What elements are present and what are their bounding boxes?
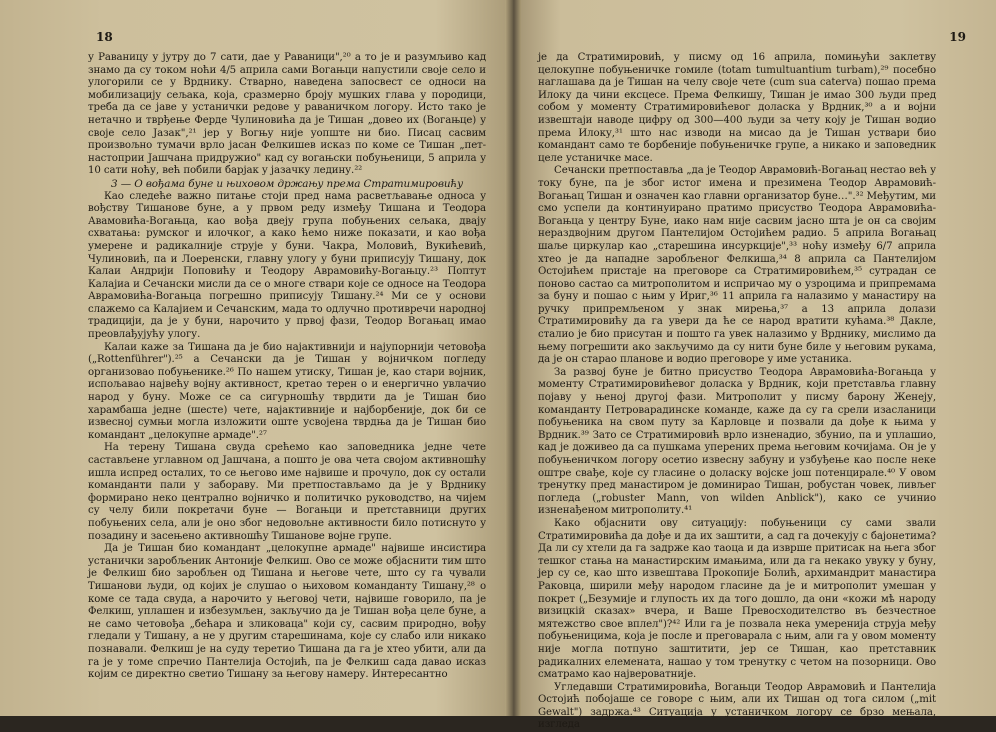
section-heading: 3 — О вођама буне и њиховом држању према Стратимировићу	[111, 177, 463, 190]
paragraph: је да Стратимировић, у писму од 16 априла, помињући заклетву целокупне побуњеничке гомиле (totam tumultuantium turbam),²⁹ посебно наглашава да је Тишан на челу своје чете (cum sua caterva) пошао према Илоку да чини ексцесе. Према Фелкишу, Тишан је имао 300 људи пред собом у моменту Стратимировићевог доласка у Врдник,³⁰ а и војни извештаји наводе цифру од 300—400 људи за чету коју је Тишан водио према Илоку,³¹ што нас изводи на мисао да је Тишан уствари био командант само те борбеније побуњеничке групе, а никако и заповедник целе устаничке масе.	[538, 52, 936, 164]
page-number-left: 18	[96, 30, 113, 44]
left-page-body	[88, 52, 486, 682]
book-gutter	[505, 0, 521, 716]
paragraph: Сечански претпоставља „да је Теодор Аврамовић-Вогањац нестао већ у току буне, па је због истог имена и презимена Теодор Аврамовић-Вогањац Тишан и означен као главни организатор буне…".³² Међутим, ми смо успели да континуирано пратимо присуство Теодора Аврамовића-Вогањца у центру Буне, иако нам није сасвим јасно шта је он са својим нераздвојним другом Пантелијом Остојићем радио. 5 априла Вогањац шаље циркулар као „старешина инсуркције",³³ ноћу између 6/7 априла хтео је да нападне заробљеног Фелкиша,³⁴ 8 априла са Пантелијом Остојићем пристаје на преговоре са Стратимировићем,³⁵ сутрадан се поново састао са митрополитом и испричао му о узроцима и припремама за буну и пошао с њим у Ириг,³⁶ 11 априла га налазимо у манастиру на ручку припремљеном у знак мирења,³⁷ а 13 априла долази Стратимировићу да га увери да ће се народ вратити кућама.³⁸ Дакле, сталио је био присутан и пошто га увек налазимо у Врднику, мислимо да њему погрешити ако закључимо да су нити буне биле у његовим рукама, да је он старао планове и водио преговоре у име устаника.	[538, 165, 936, 366]
paragraph: Као следеће важно питање стоји пред нама расветљавање односа у вођству Тишанове буне, а у првом реду између Тишана и Теодора Авамовића-Вогањца, као вођа двеју група побуњених сељака, двају схватања: румског и илочког, а како ћемо ниже показати, и као вођа умерене и радикалније струје у буни. Чакра, Моловић, Вукићевић, Чулиновић, па и Лоеренски, главну улогу у буни приписују Тишану, док Калаи Андрији Поповићу и Теодору Аврамовићу-Вогањцу.²³ Поптут Калајиа и Сечански мисли да се о многе ствари које се односе на Теодора Аврамовића-Вогањца погрешно приписују Тишану.²⁴ Ми се у основи слажемо са Калајием и Сечанским, мада то одлучно противречи народној традицији, да је у буни, нарочито у првој фази, Теодор Вогањац имао преовлађујућу улогу.	[88, 190, 486, 341]
paragraph: Да је Тишан био командант „целокупне армаде" највише инсистира устанички заробљеник Антоније Фелкиш. Ово се може објаснити тим што је Фелкиш био заробљен од Тишана и његове чете, што су га чували Тишанови људи, од којих је слушао о њиховом команданту Тишану,²⁸ о коме се тада свуда, а нарочито у његовој чети, највише говорило, па је Фелкиш, уплашен и избезумљен, закључио да је Тишан вођа целе буне, а не само четовођа „бећара и зликоваца" који су, сасвим природно, вођу гледали у Тишану, а не у другим старешинама, које су слабо или никако познавали. Фелкиш је на суду теретио Тишана да га је хтео убити, али да га је у томе спречио Пантелија Остојић, па је Фелкиш сада давао исказ којим се директно светио Тишану за његову намеру. Интересантно	[88, 543, 486, 681]
paragraph: На терену Тишана свуда срећемо као заповедника једне чете састављене углавном од Јашчана, а пошто је ова чета својом активношћу ишла испред осталих, то се његово име највише и прочуло, док су остали команданти пали у забораву. Ми претпостављамо да је у Врднику формирано неко централно војничко и политичко руководство, на чијем су челу били покретачи буне — Вогањци и претставници других побуњених села, али је оно због недовољне активности било потиснуто у позадину и засењено активношћу Тишанове војне групе.	[88, 442, 486, 542]
paragraph: Угледавши Стратимировића, Вогањци Теодор Аврамовић и Пантелија Остојић побојаше се говоре с њим, али их Тишан од тога силом („mit Gewalt") задржа.⁴³ Ситуација у устаничком логору се брзо мењала, изгледа	[538, 681, 936, 731]
paragraph: Калаи каже за Тишана да је био најактивнији и најупорнији четовођа („Rottenführer").²⁵ а Сечански да је Тишан у војничком погледу организовао побуњенике.²⁶ По нашем утиску, Тишан је, као стари војник, испољавао највећу војну активност, кретао терен о и енергично увлачио народ у буну. Може се са сигурношћу тврдити да је Тишан био харамбаша једне (шесте) чете, најактивније и најборбеније, док би се извесној сумњи могла изложити оште усвојена тврдња да је Тишан био командант „целокупне армаде".²⁷	[88, 341, 486, 441]
right-page-body	[538, 52, 936, 732]
paragraph: За развој буне је битно присуство Теодора Аврамовића-Вогањца у моменту Стратимировићевог доласка у Врдник, који претставља главну појаву у њеној другој фази. Митрополит у писму барону Женеју, команданту Петроварадинске команде, каже да су га срели изасланици побуњеника на свом путу за Карловце и позвали да дође к њима у Врдник.³⁹ Зато се Стратимировић врло изненадио, збунио, па и уплашио, кад је доживео да са пушкама уперених према његовим кочијама. Он је у побуњеничком логору осетио извесну забуну и узбуђење као после неке оштре свађе, које су гласине о доласку војске још потенцирале.⁴⁰ У овом тренутку пред манастиром је доминирао Тишан, робустан човек, ливљег погледа („robuster Mann, von wilden Anblick"), како се учинио изненађеном митрополиту.⁴¹	[538, 366, 936, 517]
page-number-right: 19	[949, 30, 966, 44]
paragraph: у Раваницу у јутру до 7 сати, дае у Раваници",²⁰ а то је и разумљиво кад знамо да су током ноћи 4/5 априла сами Вогањци напустили своје село и улогорили се у Врднику. Стварно, наведена запосвест се односи на мобилизацију сељака, која, сразмерно броју мушких глава у породици, треба да се јаве у устанички редове у раваничком логору. Исто тако је нетачно и тврђење Ферде Чулиновића да је Тишан „довео их (Вогањце) у своје село Јазак",²¹ јер у Вогњу није уопште ни био. Писац сасвим произвољно тумачи врло јасан Фелкишев исказ по коме се Тишан „пет-настоприи Јашчана придружио" кад су вогањски побуњеници, 5 априла у 10 сати ноћу, већ побили барјак у јазачку ледину.²²	[88, 52, 486, 177]
right-page	[512, 0, 996, 731]
paragraph: Како објаснити ову ситуацију: побуњеници су сами звали Стратимировића да дође и да их заштити, а сад га дочекују с бајонетима? Да ли су хтели да га задрже као таоца и да изврше притисак на њега због тешког стања на манастирским имањима, или да га некако увуку у буну, јер су се, као што извештава Прокопије Болић, архимандрит манастира Раковца, ширили међу народом гласине да је и митрополит умешан у покрет („Безумије и глупость их да того дошло, да они «кожи мѣ народу визицкій сказах» вчера, и Ваше Превосходителство въ безчестное мятежство свое вплел")?⁴² Или га је позвала нека умеренија струја међу побуњеницима, која је после и преговарала с њим, али га у овом моменту није могла потпуно заштитити, јер се Тишан, као претставник радикалних елемената, нашао у том тренутку с четом на позорници. Ово сматрамо као највероватније.	[538, 517, 936, 681]
